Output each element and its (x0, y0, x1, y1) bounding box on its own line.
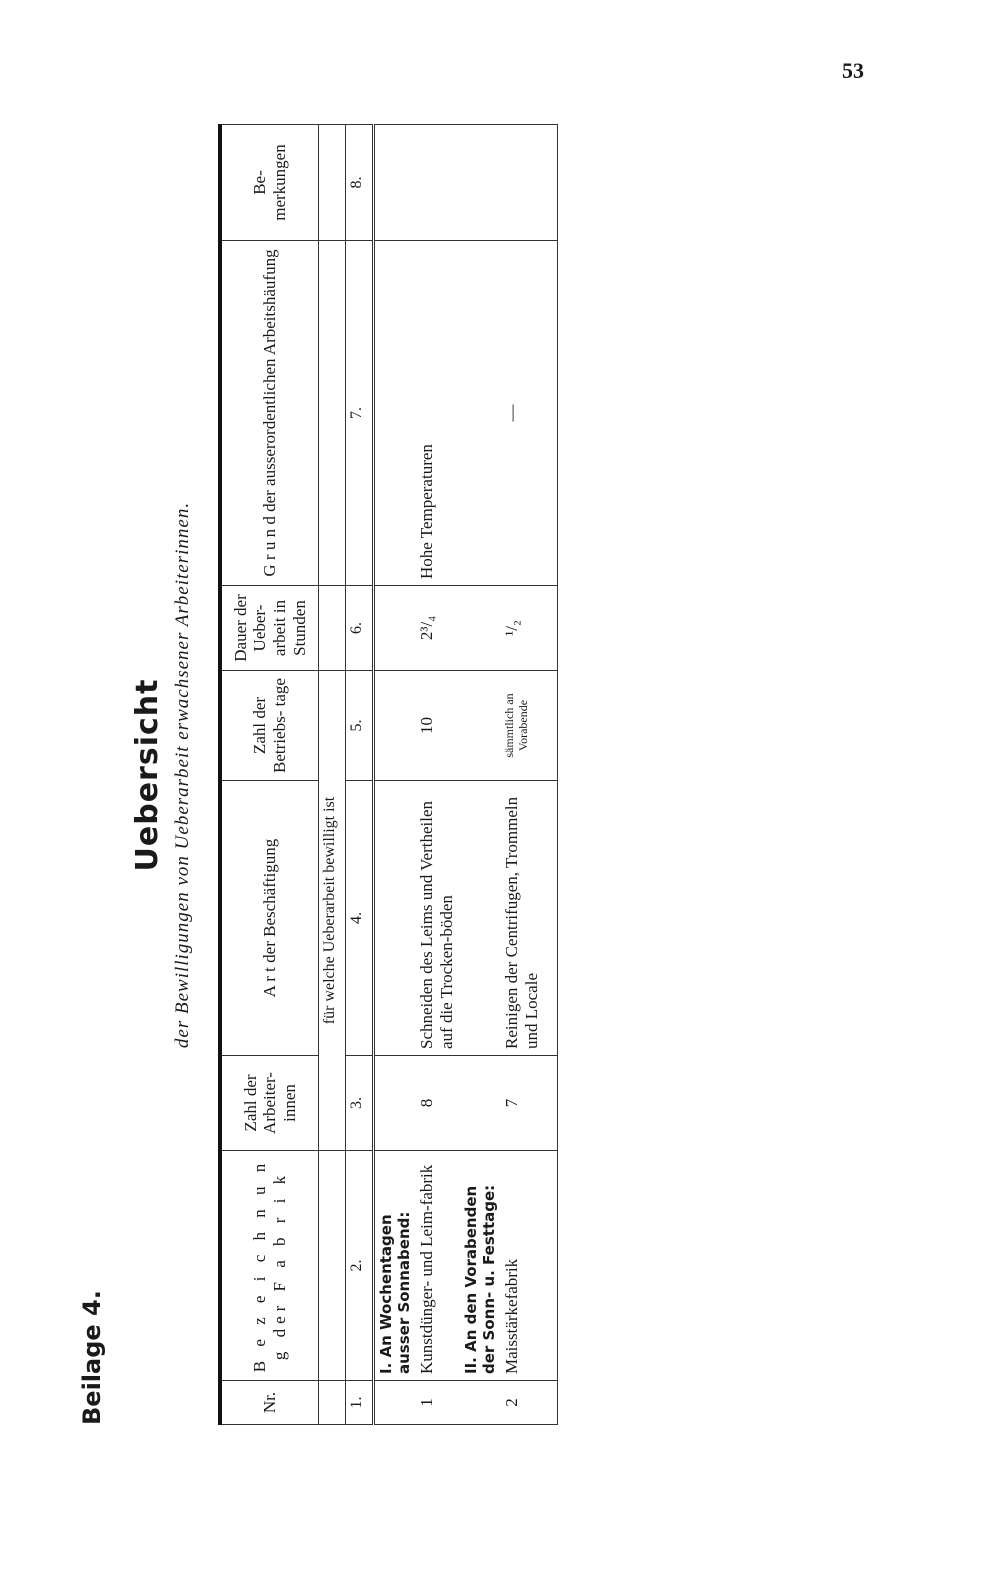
cell-art: Reinigen der Centrifugen, Trommeln und Locale (500, 781, 545, 1056)
table-bottom (545, 125, 558, 1425)
col-header-bezeichnung: B e z e i c h n u n g der F a b r i k (220, 1151, 319, 1381)
col-header-art: A r t der Beschäftigung (220, 781, 319, 1056)
col-number: 6. (346, 586, 374, 671)
span-note: für welche Ueberarbeit bewilligt ist (319, 671, 346, 1151)
col-number: 3. (346, 1056, 374, 1151)
cell-fabrik: Maisstärkefabrik (500, 1151, 545, 1381)
table-row (415, 125, 460, 1425)
col-header-bemerkungen: Be- merkungen (220, 125, 319, 241)
cell-grund: Hohe Temperaturen (415, 241, 460, 586)
overview-table (218, 124, 558, 1425)
col-header-grund: G r u n d der ausserordentlichen Arbeitshäufung (220, 241, 319, 586)
section-heading-row (460, 125, 500, 1425)
span-note-row (319, 125, 346, 1425)
page-number: 53 (842, 58, 864, 83)
col-header-dauer: Dauer der Ueber- arbeit in Stunden (220, 586, 319, 671)
col-header-nr: Nr. (220, 1381, 319, 1425)
cell-arbeiterinnen: 8 (415, 1056, 460, 1151)
cell-grund: — (500, 241, 545, 586)
col-number: 8. (346, 125, 374, 241)
cell-bemerkungen (500, 125, 545, 241)
cell-dauer: 2³/₄ (415, 586, 460, 671)
header-row (220, 125, 319, 1425)
rotated-table-page (130, 125, 870, 1425)
cell-nr: 2 (500, 1381, 545, 1425)
section-heading-row (374, 125, 416, 1425)
col-header-zahl-arbeiterinnen: Zahl der Arbeiter- innen (220, 1056, 319, 1151)
page-title: Uebersicht (130, 678, 165, 872)
cell-arbeiterinnen: 7 (500, 1056, 545, 1151)
col-number: 4. (346, 781, 374, 1056)
col-number: 5. (346, 671, 374, 781)
col-header-zahl-betriebstage: Zahl der Betriebs- tage (220, 671, 319, 781)
col-number: 2. (346, 1151, 374, 1381)
section-heading: I. An Wochentagen ausser Sonnabend: (374, 1151, 416, 1381)
cell-art: Schneiden des Leims und Vertheilen auf die Trocken-böden (415, 781, 460, 1056)
cell-fabrik: Kunstdünger- und Leim-fabrik (415, 1151, 460, 1381)
col-number: 1. (346, 1381, 374, 1425)
cell-nr: 1 (415, 1381, 460, 1425)
table-row (500, 125, 545, 1425)
page-subtitle: der Bewilligungen von Ueberarbeit erwachsener Arbeiterinnen. (172, 501, 193, 1049)
cell-dauer: ¹/₂ (500, 586, 545, 671)
cell-bemerkungen (415, 125, 460, 241)
cell-betriebstage: 10 (415, 671, 460, 781)
section-heading: II. An den Vorabenden der Sonn- u. Festtage: (460, 1151, 500, 1381)
cell-betriebstage: sämmtlich an Vorabende (500, 671, 545, 781)
column-number-row (346, 125, 374, 1425)
appendix-label: Beilage 4. (78, 1290, 106, 1425)
col-number: 7. (346, 241, 374, 586)
